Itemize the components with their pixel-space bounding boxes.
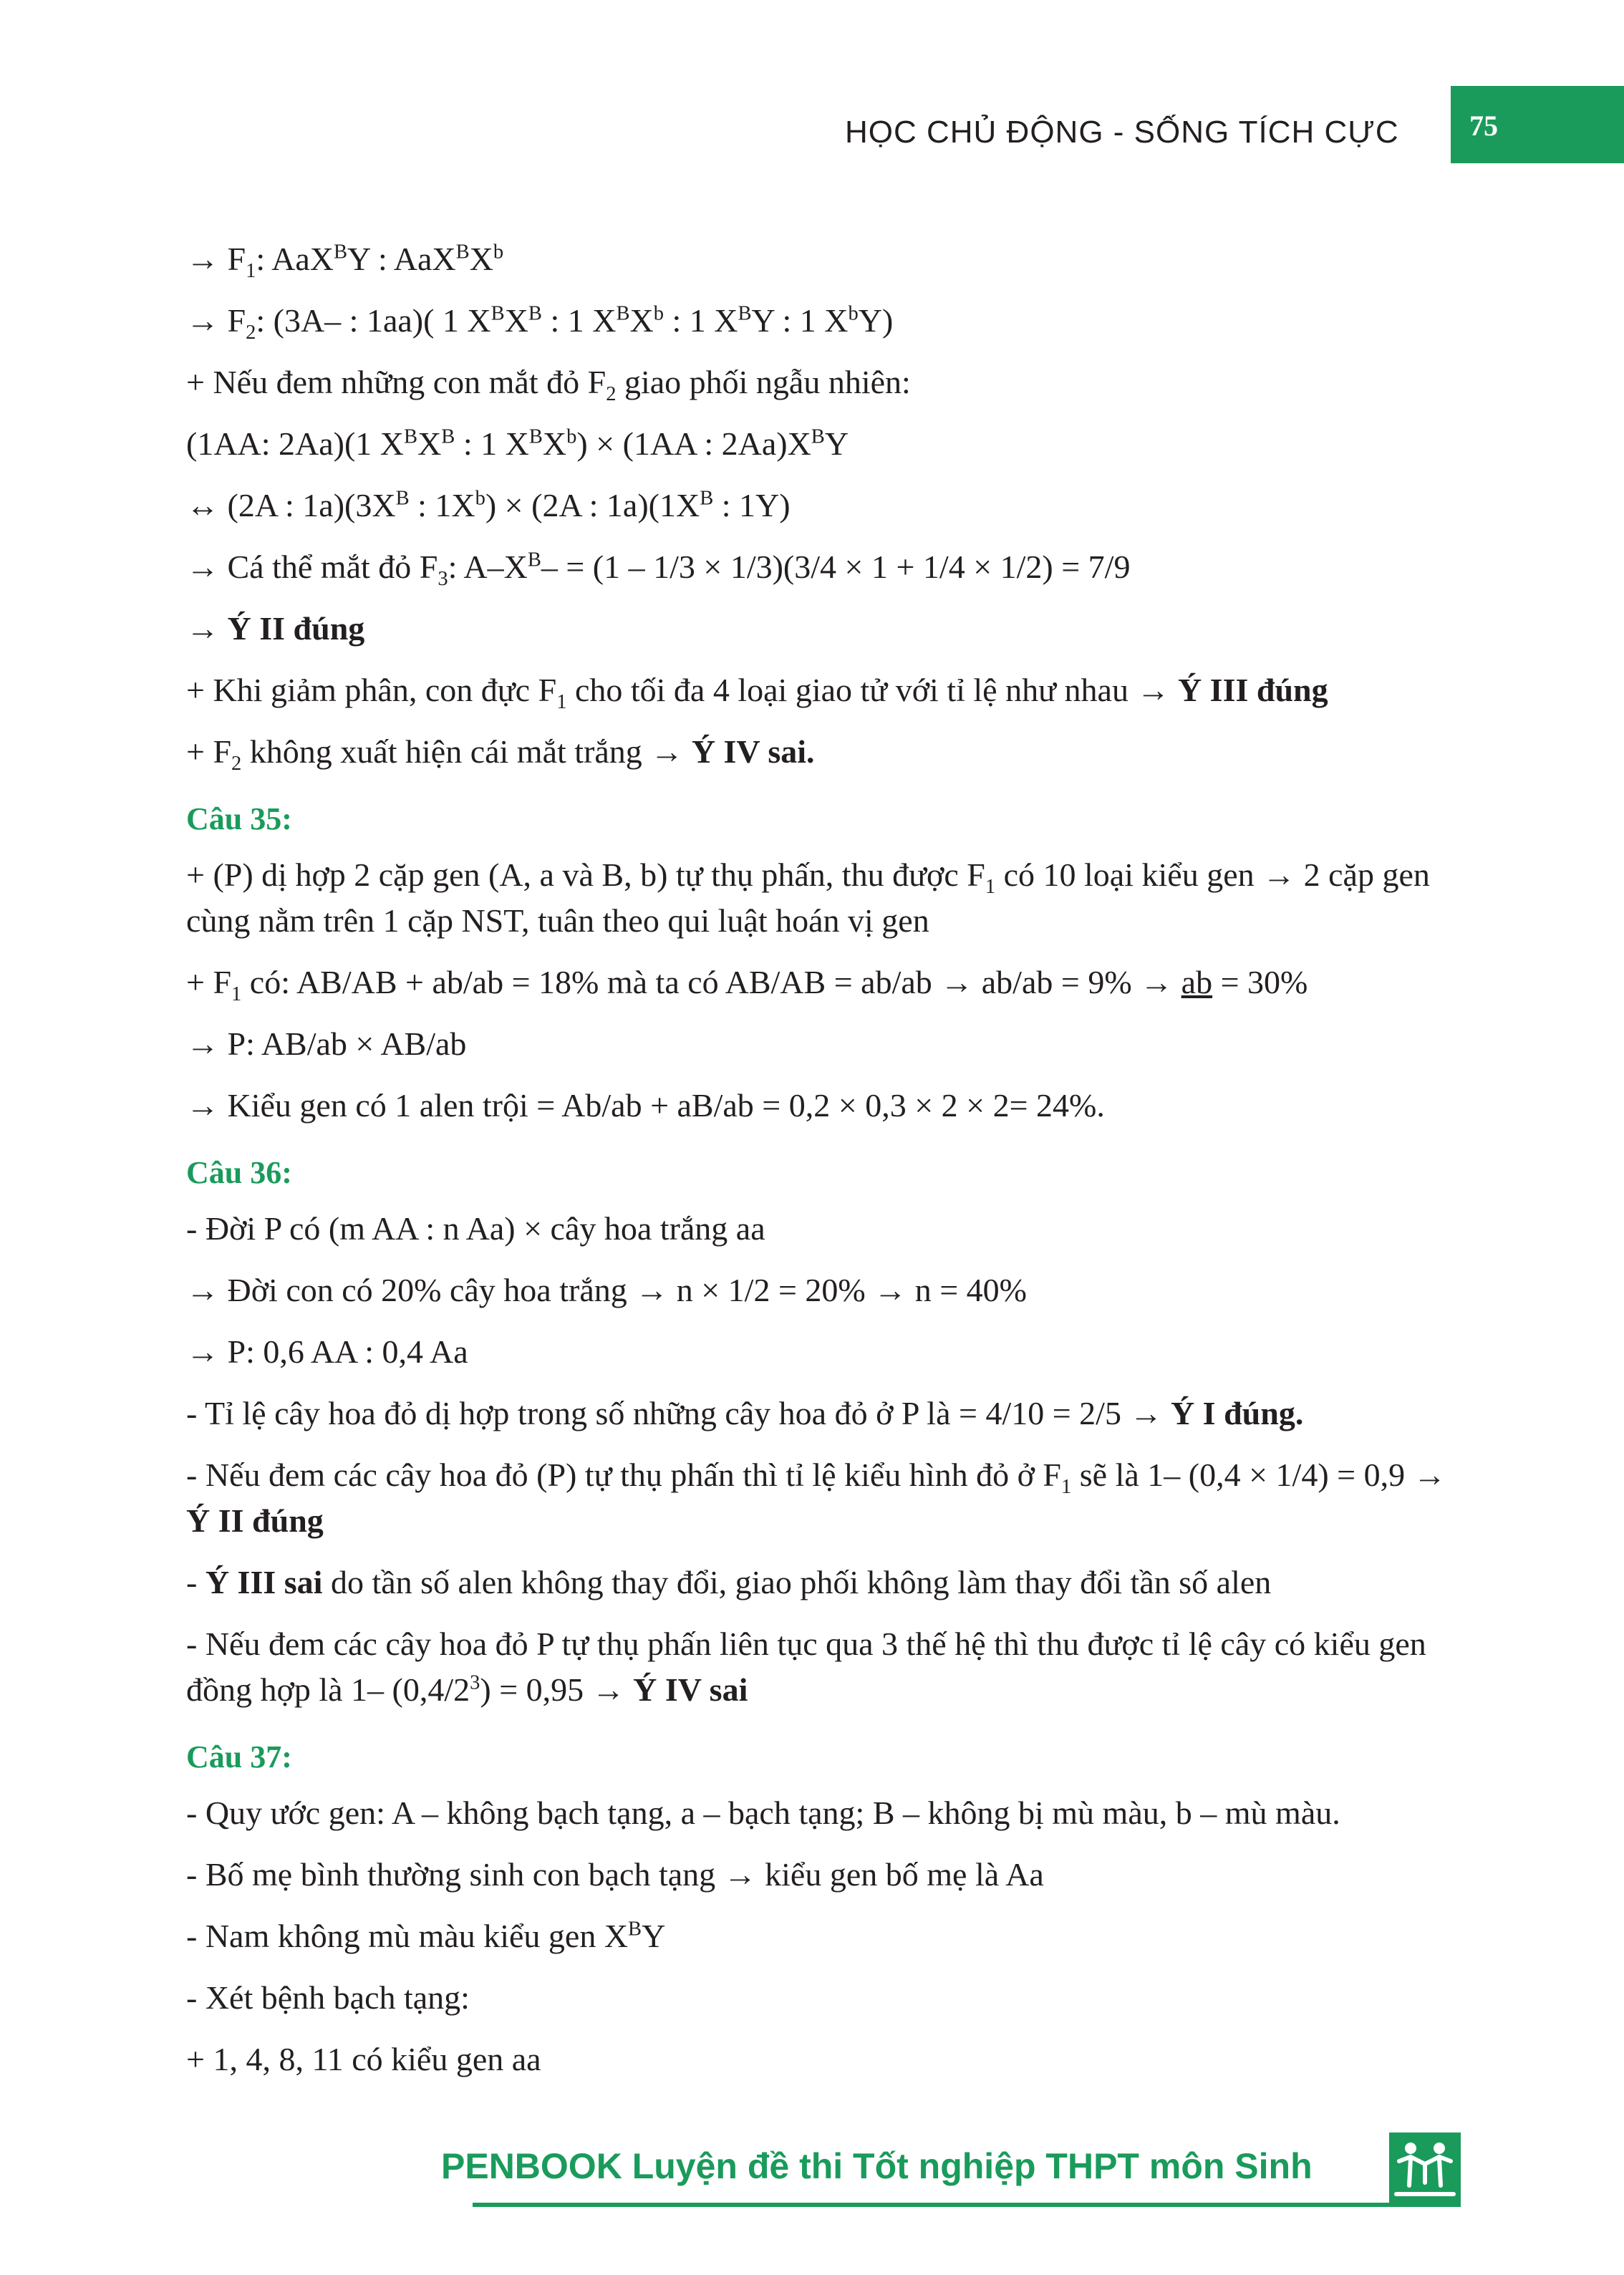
text-line: - Nam không mù màu kiểu gen $X^BY$ <box>186 1918 666 1954</box>
page-number-tab <box>1451 86 1624 163</box>
question-heading-37: Câu 37: <box>186 1739 292 1774</box>
text-line: - Ý III sai do tần số alen không thay đổi, giao phối không làm thay đổi tần số alen <box>186 1564 1272 1600</box>
text-line: → $F_1$: AaX$^B$Y : $AaX^BX^b$ <box>186 241 504 283</box>
question-heading-36: Câu 36: <box>186 1155 292 1190</box>
text-line: → Kiểu gen có 1 alen trội = Ab/ab + aB/ab = 0,2 × 0,3 × 2 × 2= 24%. <box>186 1087 1105 1124</box>
footer-title: PENBOOK Luyện đề thi Tốt nghiệp THPT môn Sinh <box>441 2146 1313 2186</box>
text-line: + Nếu đem những con mắt đỏ $F_2$ giao phối ngẫu nhiên: <box>186 364 911 406</box>
family-logo-icon <box>1389 2132 1461 2207</box>
text-line: → Đời con có 20% cây hoa trắng → n × 1/2 = 20% → n = 40% <box>186 1272 1027 1308</box>
text-line: + 1, 4, 8, 11 có kiểu gen aa <box>186 2041 541 2077</box>
text-line: - Nếu đem các cây hoa đỏ P tự thụ phấn liên tục qua 3 thế hệ thì thu được tỉ lệ cây có kiểu gen đồng hợp là 1– $(0,4/2^3) = 0,95$ → Ý IV sai <box>186 1626 1426 1708</box>
text-line: → P: AB/ab × AB/ab <box>186 1025 467 1062</box>
text-line: ↔ (2A : $1a)(3X^B$ : $1X^b) \times (2A$ : $1a)(1X^B$ : 1Y) <box>186 487 791 523</box>
footer-divider <box>473 2203 1461 2207</box>
page-body <box>186 236 1475 2098</box>
text-line: + $F_2$ không xuất hiện cái mắt trắng → Ý IV sai. <box>186 733 815 776</box>
text-line: - Nếu đem các cây hoa đỏ (P) tự thụ phấn thì tỉ lệ kiểu hình đỏ ở $F_1$ sẽ là 1– (0,4 × 1/4) = 0,9 → Ý II đúng <box>186 1457 1446 1539</box>
question-heading-35: Câu 35: <box>186 801 292 836</box>
text-line: + (P) dị hợp 2 cặp gen (A, a và B, b) tự thụ phấn, thu được $F_1$ có 10 loại kiểu gen → 2 cặp gen cùng nằm trên 1 cặp NST, tuân theo qui luật hoán vị gen <box>186 856 1430 939</box>
text-line: → $F_2$: (3A– : 1aa)( 1 $X^BX^B$ : 1 $X^BX^b$ : 1 $X^BY$ : 1 $X^bY$) <box>186 302 894 344</box>
text-line: → P: 0,6 AA : 0,4 Aa <box>186 1333 468 1370</box>
text-line: (1AA: 2Aa)(1 $X^BX^B$ : 1 $X^BX^b) \times (1AA$ : $2Aa)X^BY$ <box>186 425 849 462</box>
text-line: - Quy ước gen: A – không bạch tạng, a – bạch tạng; B – không bị mù màu, b – mù màu. <box>186 1795 1340 1831</box>
running-header-title: HỌC CHỦ ĐỘNG - SỐNG TÍCH CỰC <box>845 115 1399 150</box>
text-line: + $F_1$ có: AB/AB + ab/ab = 18% mà ta có AB/AB = ab/ab → ab/ab = 9% → ab = 30% <box>186 964 1308 1006</box>
text-line: - Xét bệnh bạch tạng: <box>186 1979 470 2016</box>
text-line: → Cá thể mắt đỏ $F_3$: $A-X^B- = (1 - 1/3 \times 1/3)(3/4 \times 1 + 1/4 \times 1/2) = 7/9$ <box>186 549 1131 591</box>
text-line: + Khi giảm phân, con đực $F_1$ cho tối đa 4 loại giao tử với tỉ lệ như nhau → Ý III đúng <box>186 672 1328 714</box>
text-line: - Đời P có (m AA : n Aa) × cây hoa trắng aa <box>186 1210 765 1247</box>
text-line: - Bố mẹ bình thường sinh con bạch tạng → kiểu gen bố mẹ là Aa <box>186 1856 1044 1893</box>
text-line: - Tỉ lệ cây hoa đỏ dị hợp trong số những cây hoa đỏ ở P là = 4/10 = 2/5 → Ý I đúng. <box>186 1395 1304 1431</box>
page-number: 75 <box>1469 110 1498 142</box>
text-line: → Ý II đúng <box>186 610 365 647</box>
